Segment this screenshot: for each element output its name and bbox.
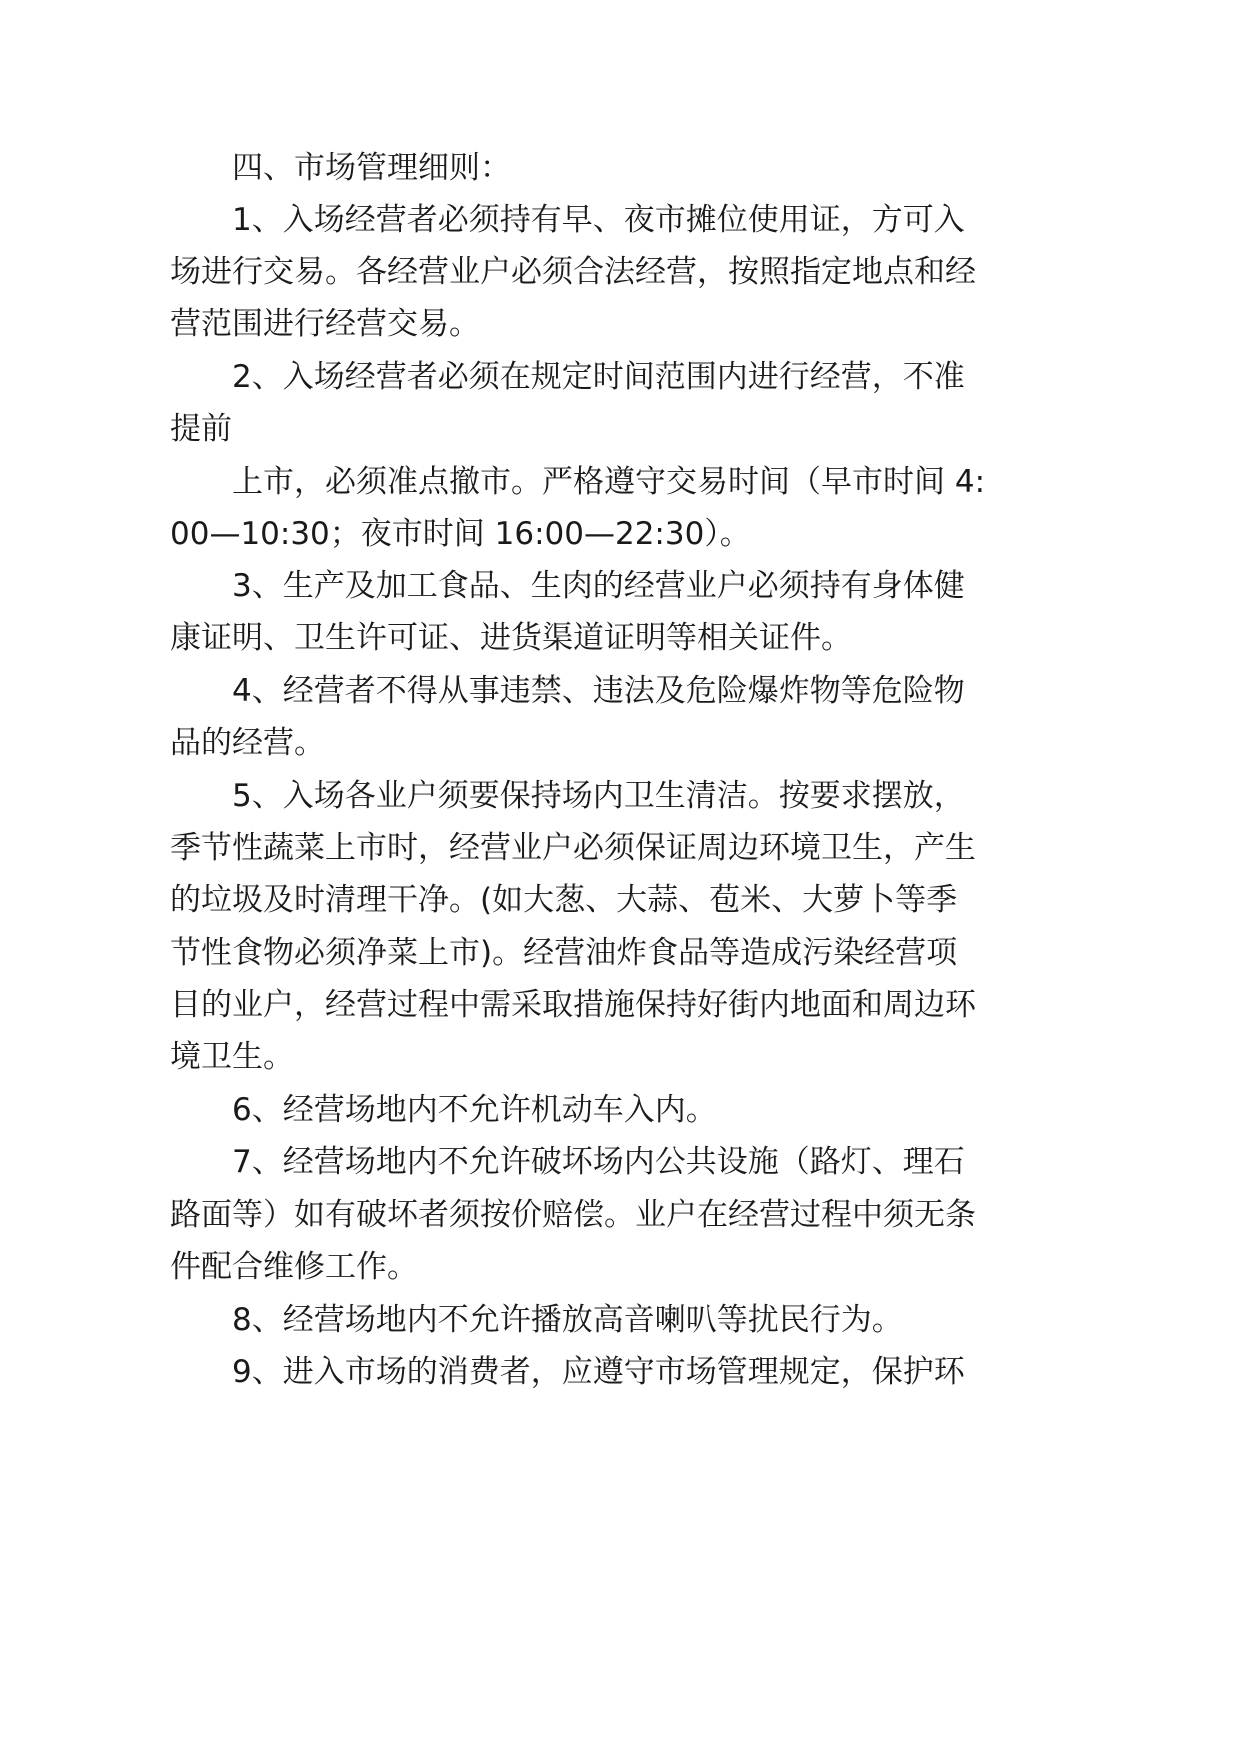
paragraph-line: 7、经营场地内不允许破坏场内公共设施（路灯、理石 [232,1144,965,1180]
paragraph-line: 季节性蔬菜上市时，经营业户必须保证周边环境卫生，产生 [170,830,976,866]
paragraph-line: 营范围进行经营交易。 [170,306,480,342]
paragraph-line: 3、生产及加工食品、生肉的经营业户必须持有身体健 [232,568,965,604]
paragraph-line: 2、入场经营者必须在规定时间范围内进行经营，不准 [232,359,965,395]
paragraph-line: 场进行交易。各经营业户必须合法经营，按照指定地点和经 [170,254,976,290]
paragraph-line: 00—10:30；夜市时间 16:00—22:30）。 [170,516,751,552]
paragraph-line: 4、经营者不得从事违禁、违法及危险爆炸物等危险物 [232,673,965,709]
paragraph-line: 1、入场经营者必须持有早、夜市摊位使用证，方可入 [232,202,965,238]
paragraph-line: 的垃圾及时清理干净。(如大葱、大蒜、苞米、大萝卜等季 [170,882,958,918]
paragraph-line: 5、入场各业户须要保持场内卫生清洁。按要求摆放， [232,778,965,814]
paragraph-line: 康证明、卫生许可证、进货渠道证明等相关证件。 [170,620,852,656]
paragraph-line: 路面等）如有破坏者须按价赔偿。业户在经营过程中须无条 [170,1197,976,1233]
paragraph-line: 6、经营场地内不允许机动车入内。 [232,1092,717,1128]
paragraph-line: 件配合维修工作。 [170,1249,418,1285]
paragraph-line: 上市，必须准点撤市。严格遵守交易时间（早市时间 4: [232,464,986,500]
paragraph-line: 9、进入市场的消费者，应遵守市场管理规定，保护环 [232,1354,965,1390]
paragraph-line: 境卫生。 [170,1039,294,1075]
paragraph-line: 目的业户，经营过程中需采取措施保持好街内地面和周边环 [170,987,976,1023]
paragraph-line: 节性食物必须净菜上市)。经营油炸食品等造成污染经营项 [170,935,958,971]
paragraph-line: 品的经营。 [170,725,325,761]
paragraph-line: 8、经营场地内不允许播放高音喇叭等扰民行为。 [232,1302,903,1338]
section-heading: 四、市场管理细则： [232,150,511,186]
paragraph-line: 提前 [170,411,232,447]
